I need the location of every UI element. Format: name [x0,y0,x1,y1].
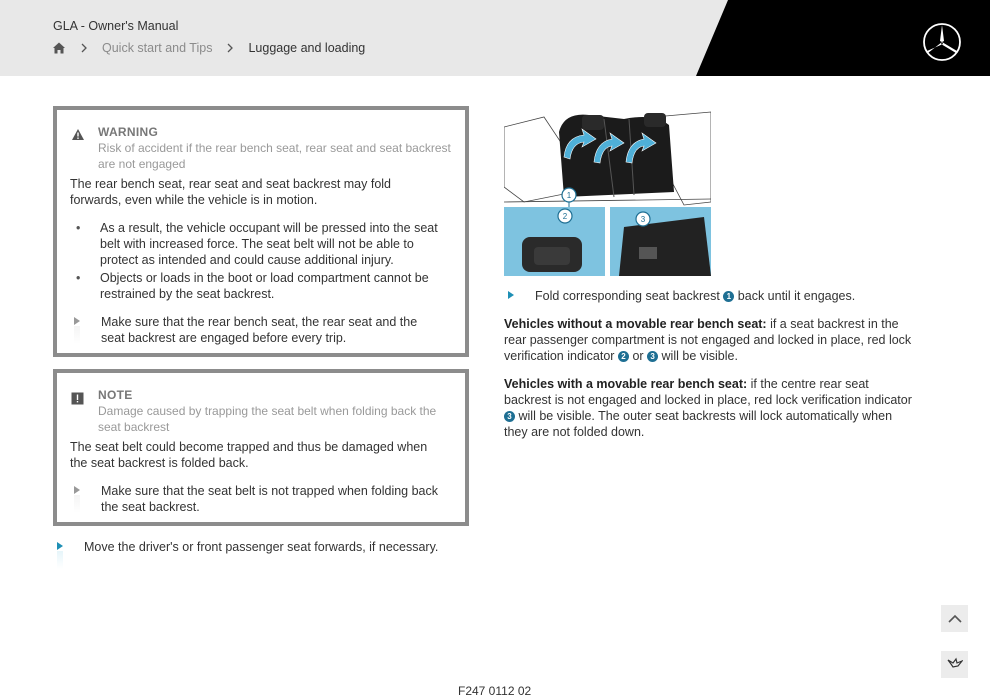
step-arrow-icon [508,291,514,299]
note-exclamation-icon [71,392,85,406]
app-title: GLA - Owner's Manual [53,19,179,33]
move-seat-text: Move the driver's or front passenger seat forwards, if necessary. [84,540,439,554]
warning-bullet [76,220,455,268]
header-bar [0,0,990,76]
paragraph-heading: Vehicles without a movable rear bench seat: [504,317,767,331]
paragraph-or: or [632,349,644,363]
warning-subtitle: Risk of accident if the rear bench seat, rear seat and seat backrest are not engaged [98,141,451,171]
breadcrumb-quick-start[interactable]: Quick start and Tips [102,41,213,55]
breadcrumb [52,41,365,55]
callout-3-badge: 3 [504,411,515,422]
note-title: NOTE [98,388,133,402]
note-body: The seat belt could become trapped and thus be damaged when the seat backrest is folded back. [70,440,428,470]
step-arrow-icon [74,486,80,494]
fold-step-text-start: Fold corresponding seat backrest [535,289,720,303]
warning-bullet-text: Objects or loads in the boot or load compartment cannot be restrained by the seat backrest. [100,271,429,301]
warning-box [53,106,469,357]
warning-title: WARNING [98,125,159,139]
step-arrow-icon [74,317,80,325]
scroll-top-button[interactable] [941,605,968,632]
warning-bullet [76,270,455,302]
move-seat-step [84,539,464,555]
svg-text:3: 3 [640,215,646,224]
feedback-button[interactable] [941,651,968,678]
bullet-dot: • [76,271,81,285]
paragraph-text: if a seat backrest in the rear passenger compartment is not engaged and locked in place, red lock verification indicator [504,317,912,363]
bird-icon [947,656,963,674]
callout-3-badge: 3 [647,351,658,362]
paragraph-end: will be visible. [661,349,738,363]
note-action-text: Make sure that the seat belt is not trapped when folding back the seat backrest. [101,484,439,514]
paragraph-with-movable [504,376,916,440]
warning-triangle-icon [71,128,85,142]
paragraph-heading: Vehicles with a movable rear bench seat: [504,377,748,391]
warning-body: The rear bench seat, rear seat and seat backrest may fold forwards, even while the vehicle is in motion. [70,177,392,207]
seat-backrest-illustration [504,107,711,276]
note-action-step [101,483,441,515]
callout-1-badge: 1 [723,291,734,302]
bullet-dot: • [76,221,81,235]
note-box [53,369,469,526]
mercedes-star-logo[interactable] [922,22,962,62]
breadcrumb-luggage: Luggage and loading [248,41,366,55]
warning-bullet-text: As a result, the vehicle occupant will be pressed into the seat belt with increased force. The seat belt will not be able to protect as intended and could cause additional injury. [100,221,438,267]
fold-step-text-end: back until it engages. [737,289,856,303]
chevron-up-icon [948,610,962,628]
warning-action-step [101,314,441,346]
figure-code: F247 0112 02 [458,684,532,698]
home-icon[interactable] [52,41,66,55]
paragraph-text: if the centre rear seat backrest is not engaged and locked in place, red lock verification indicator [504,377,912,407]
paragraph-without-movable [504,316,916,364]
step-marker-bar [74,326,80,344]
svg-text:1: 1 [566,191,572,200]
note-subtitle: Damage caused by trapping the seat belt when folding back the seat backrest [98,404,437,434]
step-marker-bar [74,495,80,513]
warning-action-text: Make sure that the rear bench seat, the rear seat and the seat backrest are engaged before every trip. [101,315,418,345]
chevron-right-icon [226,43,234,53]
svg-text:2: 2 [562,212,568,221]
callout-2-badge: 2 [618,351,629,362]
step-arrow-icon [57,542,63,550]
chevron-right-icon [80,43,88,53]
paragraph-end: will be visible. The outer seat backrests will lock automatically when they are not folded down. [504,409,893,439]
step-marker-bar [57,551,63,569]
fold-backrest-step [535,288,915,304]
